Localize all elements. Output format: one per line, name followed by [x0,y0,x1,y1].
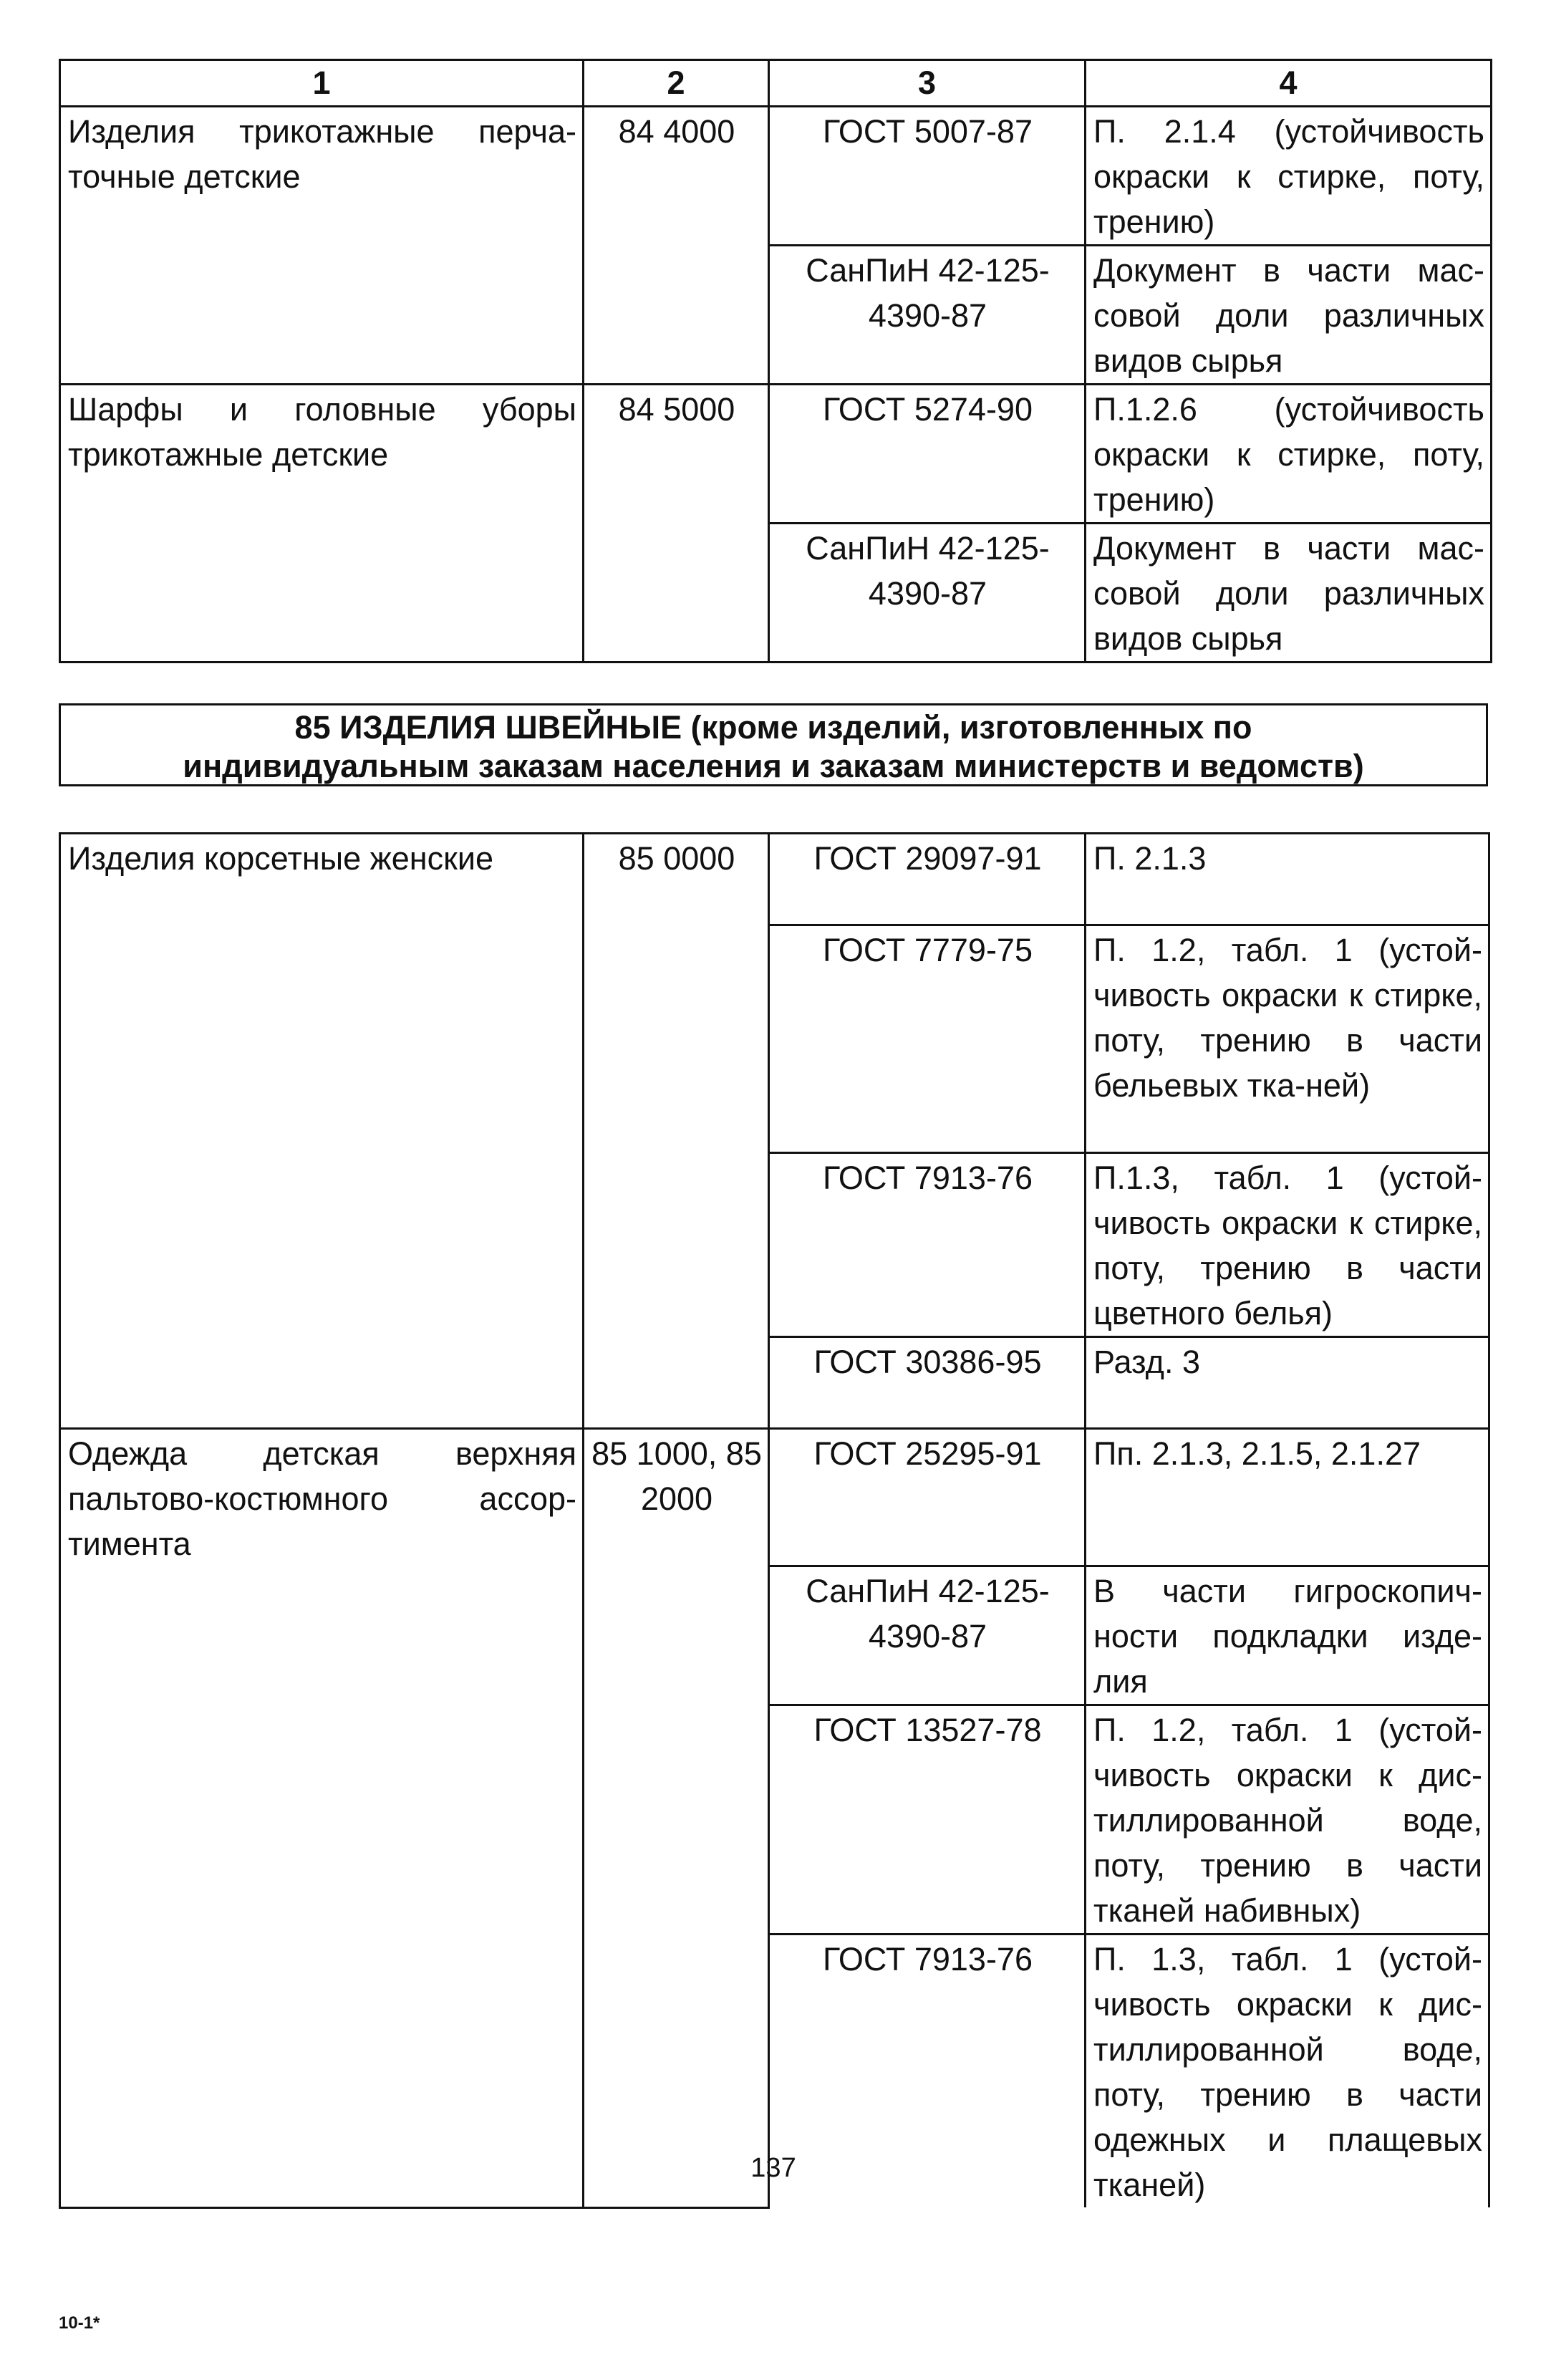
standard-doc: СанПиН 42-125-4390-87 [769,524,1086,663]
table-header-row [60,60,1492,107]
section-heading-line1 [61,708,1486,747]
product-name: Изделия трикотажные перча-точные детские [60,107,584,385]
standard-doc: ГОСТ 5007-87 [769,107,1086,246]
standard-clause: Пп. 2.1.3, 2.1.5, 2.1.27 [1086,1429,1489,1566]
column-header-2: 2 [584,60,769,107]
page-number: 137 [750,2153,796,2183]
section-heading-lead: 85 ИЗДЕЛИЯ ШВЕЙНЫЕ [294,709,682,746]
table-row [60,107,1492,246]
standard-doc: ГОСТ 30386-95 [769,1337,1086,1429]
standard-clause: П.1.2.6 (устойчивость окраски к стирке, поту, трению) [1086,385,1492,524]
column-header-1: 1 [60,60,584,107]
standard-doc: ГОСТ 7913-76 [769,1935,1086,2208]
table-row [60,385,1492,524]
standard-clause: П. 2.1.4 (устойчивость окраски к стирке, поту, трению) [1086,107,1492,246]
standard-clause: П.1.3, табл. 1 (устой-чивость окраски к стирке, поту, трению в части цветного белья) [1086,1153,1489,1337]
standard-clause: В части гигроскопич-ности подкладки изде-лия [1086,1566,1489,1705]
standard-clause: Документ в части мас-совой доли различных видов сырья [1086,524,1492,663]
standard-doc: ГОСТ 25295-91 [769,1429,1086,1566]
product-name: Одежда детская верхняя пальтово-костюмного ассор-тимента [60,1429,584,2208]
section-heading [59,703,1488,786]
section-heading-rest: (кроме изделий, изготовленных по [682,709,1252,746]
standard-clause: П. 2.1.3 [1086,834,1489,925]
product-code: 84 4000 [584,107,769,385]
standard-clause: П. 1.2, табл. 1 (устой-чивость окраски к стирке, поту, трению в части бельевых тка-ней) [1086,925,1489,1153]
column-header-3: 3 [769,60,1086,107]
standard-doc: ГОСТ 5274-90 [769,385,1086,524]
standard-clause: Документ в части мас-совой доли различных видов сырья [1086,246,1492,385]
standards-table-top [59,59,1492,663]
standard-doc: ГОСТ 13527-78 [769,1705,1086,1935]
standard-doc: СанПиН 42-125-4390-87 [769,1566,1086,1705]
column-header-4: 4 [1086,60,1492,107]
standard-clause: П. 1.3, табл. 1 (устой-чивость окраски к дис-тиллированной воде, поту, трению в части одежных и плащевых тканей) [1086,1935,1489,2208]
standard-doc: ГОСТ 7913-76 [769,1153,1086,1337]
standard-doc: СанПиН 42-125-4390-87 [769,246,1086,385]
sheet-mark: 10-1* [59,2313,100,2333]
standard-clause: П. 1.2, табл. 1 (устой-чивость окраски к дис-тиллированной воде, поту, трению в части тканей набивных) [1086,1705,1489,1935]
product-code: 85 1000, 85 2000 [584,1429,769,2208]
standard-clause: Разд. 3 [1086,1337,1489,1429]
table-row [60,1429,1489,1566]
standards-table-bottom [59,832,1490,2209]
section-heading-line2: индивидуальным заказам населения и заказам министерств и ведомств) [183,748,1364,784]
standard-doc: ГОСТ 29097-91 [769,834,1086,925]
standard-doc: ГОСТ 7779-75 [769,925,1086,1153]
product-name: Шарфы и головные уборы трикотажные детские [60,385,584,663]
product-code: 84 5000 [584,385,769,663]
product-name: Изделия корсетные женские [60,834,584,1429]
product-code: 85 0000 [584,834,769,1429]
table-row [60,834,1489,925]
